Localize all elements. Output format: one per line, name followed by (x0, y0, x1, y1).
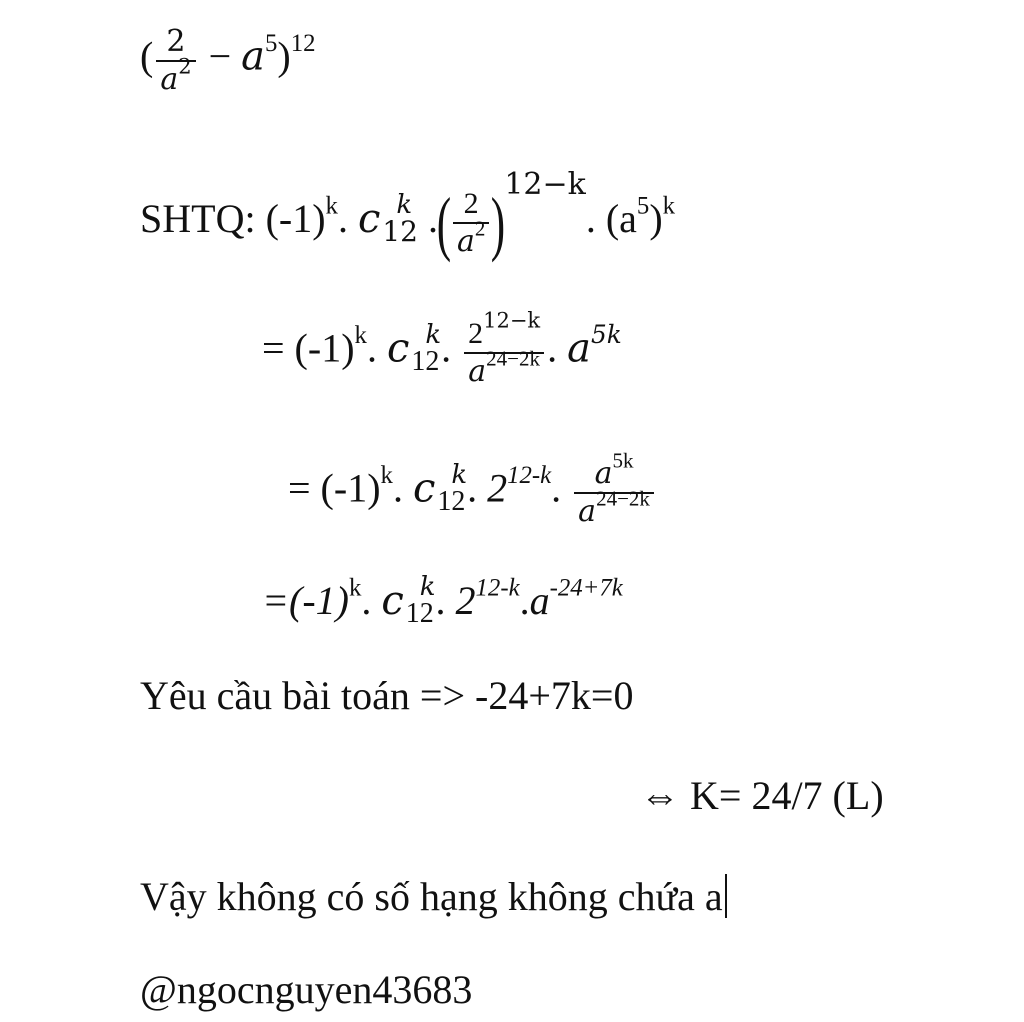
fraction-2-over-a2: $\frac{2}{a^2}$ (156, 26, 195, 95)
conclusion-line: Vậy không có số hạng không chứa a (140, 874, 727, 918)
expression-line: ( $\frac{2}{a^2}$ − $a^5)^{12}$ (140, 24, 316, 97)
author-handle: @ngocnguyen43683 (140, 967, 473, 1012)
fraction-2-over-a2: $\frac{2}{a^2}$ (453, 188, 489, 257)
requirement-line: Yêu cầu bài toán => -24+7k=0 (140, 673, 634, 718)
open-paren: ( (140, 33, 154, 79)
step3-line: $=(-1)^k$. c k 12 . $2^{12-k}.a^{-24+7k}$ (262, 572, 623, 629)
binomial-index: k 12 (405, 572, 436, 629)
text-cursor (725, 874, 727, 918)
shtq-line: SHTQ: $(-1)^k$. c k 12 .( $\frac{2}{a^2}$ )$^{12-k}$. $(a^5)^k$ (140, 167, 676, 263)
binomial-index: k 12 (437, 459, 468, 517)
equivalence-line: ⇔ K= 24/7 (L) (640, 773, 884, 818)
fraction-a5k-over-apow: $\frac{a^{5k}}{a^{24-2k}}$ (574, 458, 654, 527)
step1-line: = $(-1)^k$. c k 12 . $\frac{2^{12-k}}{a^{24-2k}}$ . $a^{5k}$ (262, 308, 622, 389)
binomial-index: k 12 (411, 319, 442, 377)
binomial-index: k 12 (382, 189, 418, 248)
fraction-2pow-over-apow: $\frac{2^{12-k}}{a^{24-2k}}$ (464, 318, 544, 387)
step2-line: = $(-1)^k$. c k 12 . 2$^{12-k}$. $\frac{a^{5k}}{a^{24-2k}}$ (288, 458, 657, 527)
